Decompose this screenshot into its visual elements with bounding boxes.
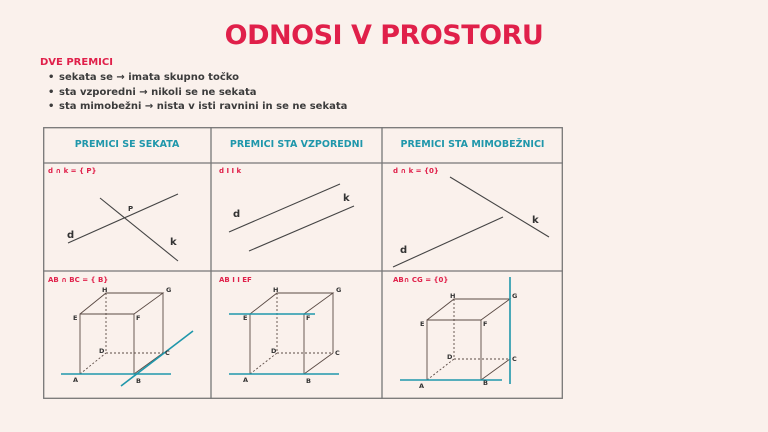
definition-list (48, 71, 347, 115)
list-item: • sta mimobežni → nista v isti ravnini in se ne sekata (48, 100, 347, 115)
header-parallel: PREMICI STA VZPOREDNI (229, 139, 364, 150)
intersecting-lines (68, 194, 178, 261)
section-heading: DVE PREMICI (40, 57, 113, 68)
table-drawing (43, 127, 563, 399)
vertex-a: A (419, 382, 425, 390)
relation-parallel-cube: AB I I EF (219, 276, 252, 284)
line-d (229, 184, 340, 232)
cube-intersecting (61, 293, 193, 386)
vertex-f: F (306, 314, 311, 322)
page-title: ODNOSI V PROSTORU (224, 20, 544, 51)
vertex-e: E (243, 314, 248, 322)
vertex-d: D (99, 347, 105, 355)
table-grid (43, 127, 563, 399)
header-intersecting: PREMICI SE SEKATA (74, 139, 180, 150)
vertex-c: C (512, 355, 517, 363)
vertex-g: G (512, 292, 518, 300)
vertex-g: G (166, 286, 172, 294)
vertex-c: C (335, 349, 340, 357)
line-d (68, 194, 178, 243)
relation-skew: d ∩ k = {0} (393, 167, 439, 175)
list-item: • sekata se → imata skupno točko (48, 71, 347, 86)
line-k (450, 177, 549, 237)
skew-lines (393, 177, 549, 267)
relation-intersecting: d ∩ k = { P} (48, 167, 97, 175)
vertex-h: H (102, 286, 108, 294)
relation-skew-cube: AB∩ CG = {0} (393, 276, 449, 284)
line-d (393, 217, 503, 267)
vertex-h: H (450, 292, 456, 300)
relation-parallel: d I I k (219, 167, 242, 175)
vertex-e: E (73, 314, 78, 322)
cube-parallel (229, 293, 339, 374)
line-k (100, 198, 178, 261)
parallel-lines (229, 184, 354, 251)
vertex-a: A (243, 376, 249, 384)
label-d: d (67, 230, 75, 241)
vertex-f: F (136, 314, 141, 322)
vertex-h: H (273, 286, 279, 294)
vertex-b: B (483, 379, 488, 387)
label-d: d (400, 245, 408, 256)
vertex-b: B (136, 377, 141, 385)
vertex-e: E (420, 320, 425, 328)
vertex-c: C (165, 349, 170, 357)
label-k: k (343, 193, 350, 204)
relation-intersecting-cube: AB ∩ BC = { B} (48, 276, 109, 284)
list-item: • sta vzporedni → nikoli se ne sekata (48, 86, 347, 101)
vertex-g: G (336, 286, 342, 294)
label-p: P (128, 205, 134, 213)
vertex-a: A (73, 376, 79, 384)
relations-table (43, 127, 563, 399)
vertex-d: D (271, 347, 277, 355)
label-d: d (233, 209, 241, 220)
label-k: k (170, 237, 177, 248)
vertex-d: D (447, 353, 453, 361)
vertex-f: F (483, 320, 488, 328)
vertex-b: B (306, 377, 311, 385)
label-k: k (532, 215, 539, 226)
header-skew: PREMICI STA MIMOBEŽNICI (400, 139, 545, 150)
line-k (249, 206, 354, 251)
